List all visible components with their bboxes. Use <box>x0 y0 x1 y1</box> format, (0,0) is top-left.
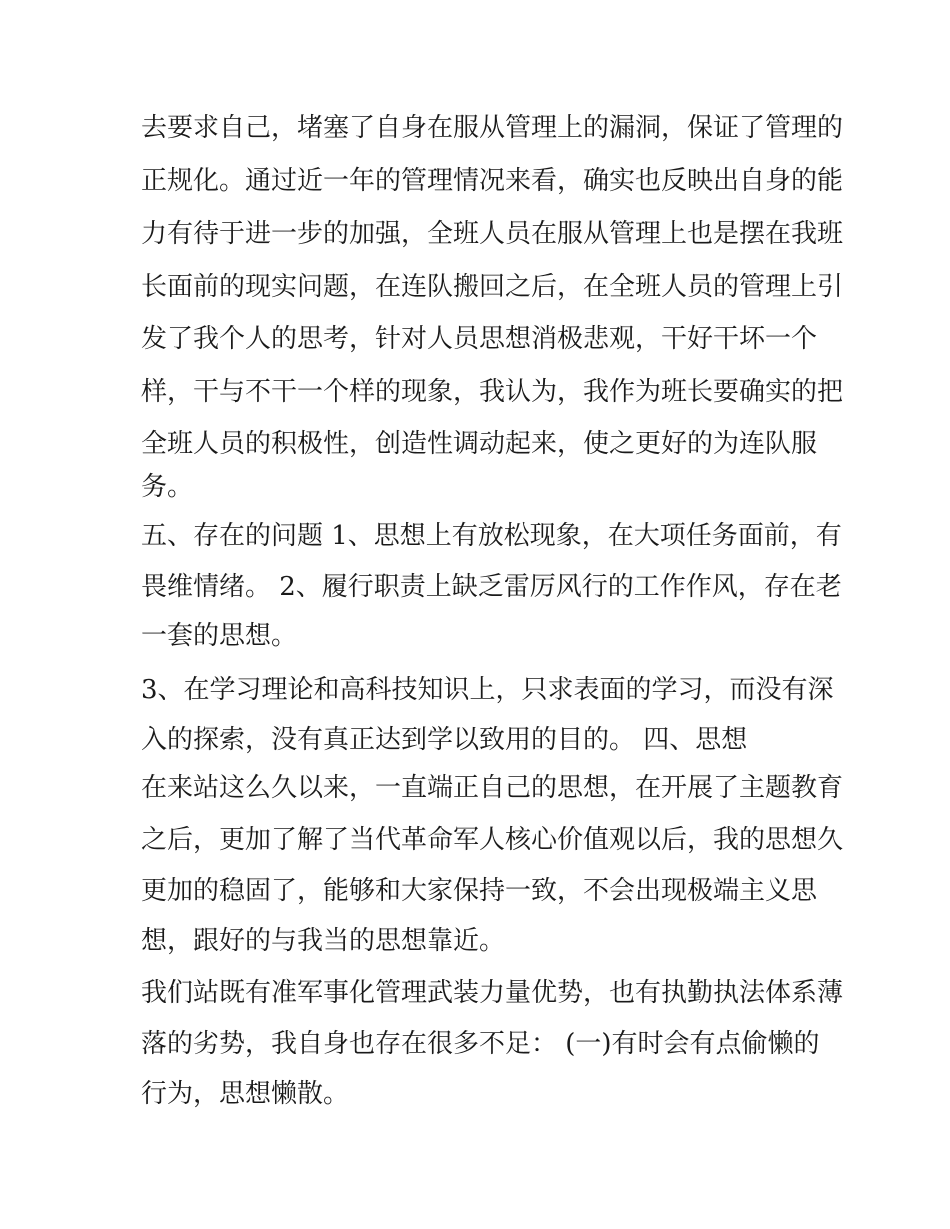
text-line: 行为，思想懒散。 <box>141 1079 350 1109</box>
text-line: 一套的思想。 <box>141 621 298 651</box>
text-line: 务。 <box>141 472 194 502</box>
text-line: 之后，更加了解了当代革命军人核心价值观以后，我的思想久 <box>141 825 844 855</box>
text-line: 我们站既有准军事化管理武装力量优势，也有执勤执法体系薄 <box>141 978 844 1008</box>
text-line: 发了我个人的思考，针对人员思想消极悲观，干好干坏一个 <box>141 324 818 354</box>
text-line: 长面前的现实问题，在连队搬回之后，在全班人员的管理上引 <box>141 272 844 302</box>
text-line: 想，跟好的与我当的思想靠近。 <box>141 926 506 956</box>
text-line: 全班人员的积极性，创造性调动起来，使之更好的为连队服 <box>141 429 818 459</box>
text-line: 落的劣势，我自身也存在很多不足： (一)有时会有点偷懒的 <box>141 1029 820 1059</box>
text-line: 畏维情绪。 2、履行职责上缺乏雷厉风行的工作作风，存在老 <box>141 572 842 602</box>
text-line: 力有待于进一步的加强，全班人员在服从管理上也是摆在我班 <box>141 219 844 249</box>
text-line: 样，干与不干一个样的现象，我认为，我作为班长要确实的把 <box>141 377 844 407</box>
text-line: 3、在学习理论和高科技知识上，只求表面的学习，而没有深 <box>141 675 834 705</box>
text-line: 入的探索，没有真正达到学以致用的目的。 四、思想 <box>141 725 748 755</box>
text-line: 去要求自己，堵塞了自身在服从管理上的漏洞，保证了管理的 <box>141 113 844 143</box>
text-line: 在来站这么久以来，一直端正自己的思想，在开展了主题教育 <box>141 773 844 803</box>
text-line: 正规化。通过近一年的管理情况来看，确实也反映出自身的能 <box>141 166 844 196</box>
section-heading-line: 五、存在的问题 1、思想上有放松现象，在大项任务面前，有 <box>141 521 842 551</box>
text-line: 更加的稳固了，能够和大家保持一致，不会出现极端主义思 <box>141 876 818 906</box>
